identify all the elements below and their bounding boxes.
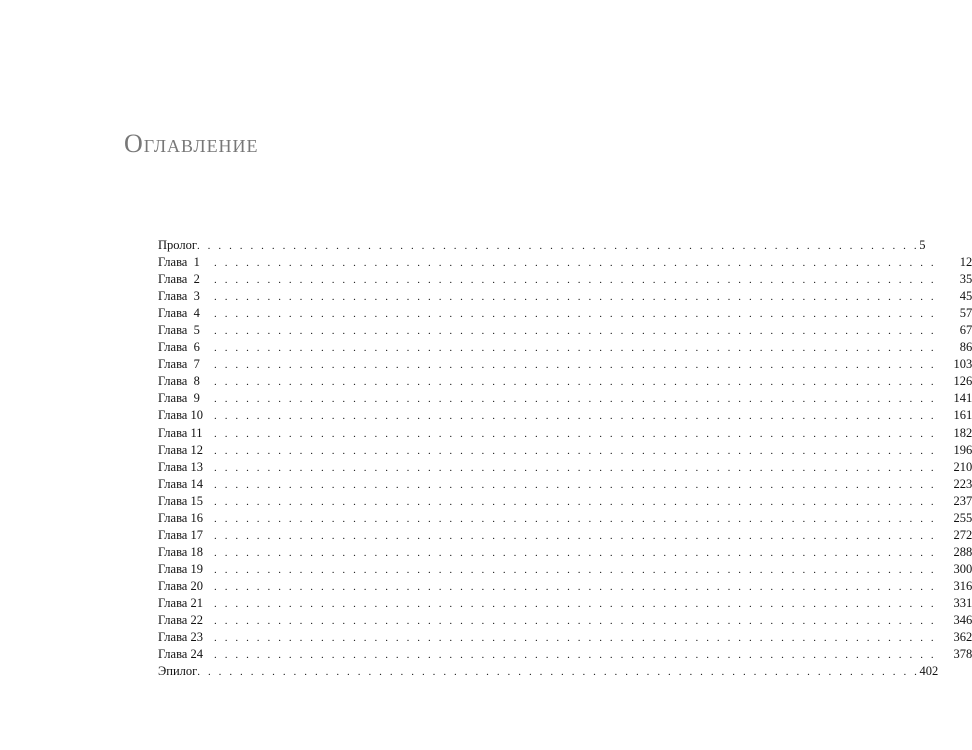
toc-dot-leader: . . . . . . . . . . . . . . . . . . . . . . . . . . . . . . . . . . . . . . . . . . . . . . . . . . . . . . . . . . . . . . . . . . . . <box>197 666 920 679</box>
toc-dot-leader: . . . . . . . . . . . . . . . . . . . . . . . . . . . . . . . . . . . . . . . . . . . . . . . . . . . . . . . . . . . . . . . . . . . . <box>214 461 937 474</box>
toc-entry-label: Глава 8 <box>158 374 200 389</box>
toc-entry[interactable] <box>158 254 972 271</box>
toc-entry-label: Глава 6 <box>158 340 200 355</box>
toc-dot-leader: . . . . . . . . . . . . . . . . . . . . . . . . . . . . . . . . . . . . . . . . . . . . . . . . . . . . . . . . . . . . . . . . . . . . <box>214 563 937 576</box>
toc-entry-label: Глава 17 <box>158 527 203 542</box>
toc-dot-leader: . . . . . . . . . . . . . . . . . . . . . . . . . . . . . . . . . . . . . . . . . . . . . . . . . . . . . . . . . . . . . . . . . . . . <box>214 512 937 525</box>
toc-entry-page-number: 57 <box>959 306 972 321</box>
toc-entry-label: Глава 12 <box>158 442 203 457</box>
toc-entry[interactable] <box>158 390 972 407</box>
toc-entry[interactable] <box>158 373 972 390</box>
toc-dot-leader: . . . . . . . . . . . . . . . . . . . . . . . . . . . . . . . . . . . . . . . . . . . . . . . . . . . . . . . . . . . . . . . . . . . . <box>214 325 937 338</box>
toc-entry-label: Глава 3 <box>158 289 200 304</box>
toc-entry-page-number: 300 <box>953 561 972 576</box>
toc-entry-label: Глава 1 <box>158 255 200 270</box>
toc-entry-page-number: 12 <box>959 255 972 270</box>
toc-entry-label: Глава 5 <box>158 323 200 338</box>
toc-dot-leader: . . . . . . . . . . . . . . . . . . . . . . . . . . . . . . . . . . . . . . . . . . . . . . . . . . . . . . . . . . . . . . . . . . . . <box>214 393 937 406</box>
toc-dot-leader: . . . . . . . . . . . . . . . . . . . . . . . . . . . . . . . . . . . . . . . . . . . . . . . . . . . . . . . . . . . . . . . . . . . . <box>214 274 937 287</box>
page-title: Оглавление <box>124 129 259 158</box>
toc-dot-leader: . . . . . . . . . . . . . . . . . . . . . . . . . . . . . . . . . . . . . . . . . . . . . . . . . . . . . . . . . . . . . . . . . . . . <box>214 410 937 423</box>
toc-dot-leader: . . . . . . . . . . . . . . . . . . . . . . . . . . . . . . . . . . . . . . . . . . . . . . . . . . . . . . . . . . . . . . . . . . . . <box>214 342 937 355</box>
toc-entry-label: Глава 7 <box>158 357 200 372</box>
toc-entry-page-number: 161 <box>953 408 972 423</box>
toc-entry-page-number: 331 <box>953 595 972 610</box>
toc-dot-leader: . . . . . . . . . . . . . . . . . . . . . . . . . . . . . . . . . . . . . . . . . . . . . . . . . . . . . . . . . . . . . . . . . . . . <box>214 359 937 372</box>
toc-entry[interactable] <box>158 305 972 322</box>
toc-entry[interactable] <box>158 612 972 629</box>
toc-entry[interactable] <box>158 663 939 680</box>
toc-entry[interactable] <box>158 527 972 544</box>
toc-dot-leader: . . . . . . . . . . . . . . . . . . . . . . . . . . . . . . . . . . . . . . . . . . . . . . . . . . . . . . . . . . . . . . . . . . . . <box>214 495 937 508</box>
toc-entry[interactable] <box>158 595 972 612</box>
toc-dot-leader: . . . . . . . . . . . . . . . . . . . . . . . . . . . . . . . . . . . . . . . . . . . . . . . . . . . . . . . . . . . . . . . . . . . . <box>214 478 937 491</box>
toc-entry-label: Пролог <box>158 238 197 252</box>
toc-entry-page-number: 5 <box>919 238 926 252</box>
toc-entry[interactable] <box>158 510 972 527</box>
toc-entry-page-number: 346 <box>953 613 972 628</box>
toc-entry-label: Глава 24 <box>158 647 203 662</box>
toc-entry-page-number: 35 <box>959 272 972 287</box>
toc-entry-label: Глава 22 <box>158 613 203 628</box>
toc-entry-label: Глава 14 <box>158 476 203 491</box>
table-of-contents <box>158 237 972 680</box>
toc-entry[interactable] <box>158 544 972 561</box>
toc-dot-leader: . . . . . . . . . . . . . . . . . . . . . . . . . . . . . . . . . . . . . . . . . . . . . . . . . . . . . . . . . . . . . . . . . . . . <box>214 649 937 662</box>
toc-entry-page-number: 182 <box>953 425 972 440</box>
toc-dot-leader: . . . . . . . . . . . . . . . . . . . . . . . . . . . . . . . . . . . . . . . . . . . . . . . . . . . . . . . . . . . . . . . . . . . . <box>196 240 920 252</box>
toc-entry-label: Глава 19 <box>158 561 203 576</box>
toc-entry-label: Глава 15 <box>158 493 203 508</box>
toc-dot-leader: . . . . . . . . . . . . . . . . . . . . . . . . . . . . . . . . . . . . . . . . . . . . . . . . . . . . . . . . . . . . . . . . . . . . <box>214 615 937 628</box>
toc-entry-label: Глава 10 <box>158 408 203 423</box>
toc-dot-leader: . . . . . . . . . . . . . . . . . . . . . . . . . . . . . . . . . . . . . . . . . . . . . . . . . . . . . . . . . . . . . . . . . . . . <box>214 291 937 304</box>
toc-entry-label: Глава 23 <box>158 630 203 645</box>
toc-entry[interactable] <box>158 578 972 595</box>
toc-dot-leader: . . . . . . . . . . . . . . . . . . . . . . . . . . . . . . . . . . . . . . . . . . . . . . . . . . . . . . . . . . . . . . . . . . . . <box>214 546 937 559</box>
toc-dot-leader: . . . . . . . . . . . . . . . . . . . . . . . . . . . . . . . . . . . . . . . . . . . . . . . . . . . . . . . . . . . . . . . . . . . . <box>214 632 937 645</box>
toc-entry-page-number: 103 <box>953 357 972 372</box>
toc-entry[interactable] <box>158 425 972 442</box>
toc-dot-leader: . . . . . . . . . . . . . . . . . . . . . . . . . . . . . . . . . . . . . . . . . . . . . . . . . . . . . . . . . . . . . . . . . . . . <box>214 376 937 389</box>
toc-entry-label: Глава 18 <box>158 544 203 559</box>
toc-entry-label: Глава 2 <box>158 272 200 287</box>
toc-entry-page-number: 210 <box>953 459 972 474</box>
toc-entry[interactable] <box>158 271 972 288</box>
toc-entry-label: Эпилог <box>158 664 198 679</box>
toc-entry[interactable] <box>158 493 972 510</box>
toc-entry-page-number: 67 <box>959 323 972 338</box>
toc-entry-page-number: 316 <box>953 578 972 593</box>
toc-entry-page-number: 45 <box>959 289 972 304</box>
toc-entry-page-number: 255 <box>953 510 972 525</box>
toc-entry-label: Глава 16 <box>158 510 203 525</box>
toc-entry[interactable] <box>158 237 926 254</box>
toc-entry-label: Глава 4 <box>158 306 200 321</box>
toc-entry[interactable] <box>158 322 972 339</box>
toc-entry-page-number: 223 <box>953 476 972 491</box>
toc-entry-label: Глава 13 <box>158 459 203 474</box>
toc-entry-page-number: 126 <box>953 374 972 389</box>
toc-entry[interactable] <box>158 288 972 305</box>
toc-dot-leader: . . . . . . . . . . . . . . . . . . . . . . . . . . . . . . . . . . . . . . . . . . . . . . . . . . . . . . . . . . . . . . . . . . . . <box>214 257 937 270</box>
toc-dot-leader: . . . . . . . . . . . . . . . . . . . . . . . . . . . . . . . . . . . . . . . . . . . . . . . . . . . . . . . . . . . . . . . . . . . . <box>214 597 937 610</box>
toc-dot-leader: . . . . . . . . . . . . . . . . . . . . . . . . . . . . . . . . . . . . . . . . . . . . . . . . . . . . . . . . . . . . . . . . . . . . <box>214 427 937 440</box>
toc-entry-page-number: 402 <box>919 664 939 679</box>
toc-dot-leader: . . . . . . . . . . . . . . . . . . . . . . . . . . . . . . . . . . . . . . . . . . . . . . . . . . . . . . . . . . . . . . . . . . . . <box>214 529 937 542</box>
toc-entry-page-number: 141 <box>953 391 972 406</box>
toc-entry-label: Глава 9 <box>158 391 200 406</box>
toc-dot-leader: . . . . . . . . . . . . . . . . . . . . . . . . . . . . . . . . . . . . . . . . . . . . . . . . . . . . . . . . . . . . . . . . . . . . <box>214 580 937 593</box>
toc-entry-label: Глава 21 <box>158 595 203 610</box>
toc-entry-page-number: 196 <box>953 442 972 457</box>
toc-entry[interactable] <box>158 646 972 663</box>
toc-entry[interactable] <box>158 442 972 459</box>
toc-entry[interactable] <box>158 356 972 373</box>
toc-entry[interactable] <box>158 459 972 476</box>
toc-entry[interactable] <box>158 476 972 493</box>
toc-entry-page-number: 86 <box>959 340 972 355</box>
toc-entry[interactable] <box>158 629 972 646</box>
toc-entry[interactable] <box>158 339 972 356</box>
toc-entry-label: Глава 11 <box>158 425 203 440</box>
toc-entry-page-number: 288 <box>953 544 972 559</box>
toc-dot-leader: . . . . . . . . . . . . . . . . . . . . . . . . . . . . . . . . . . . . . . . . . . . . . . . . . . . . . . . . . . . . . . . . . . . . <box>214 444 937 457</box>
toc-entry[interactable] <box>158 407 972 424</box>
toc-dot-leader: . . . . . . . . . . . . . . . . . . . . . . . . . . . . . . . . . . . . . . . . . . . . . . . . . . . . . . . . . . . . . . . . . . . . <box>214 308 937 321</box>
toc-entry-page-number: 362 <box>953 630 972 645</box>
toc-entry-page-number: 237 <box>953 493 972 508</box>
toc-entry-page-number: 272 <box>953 527 972 542</box>
toc-entry[interactable] <box>158 561 972 578</box>
toc-entry-page-number: 378 <box>953 647 972 662</box>
toc-entry-label: Глава 20 <box>158 578 203 593</box>
